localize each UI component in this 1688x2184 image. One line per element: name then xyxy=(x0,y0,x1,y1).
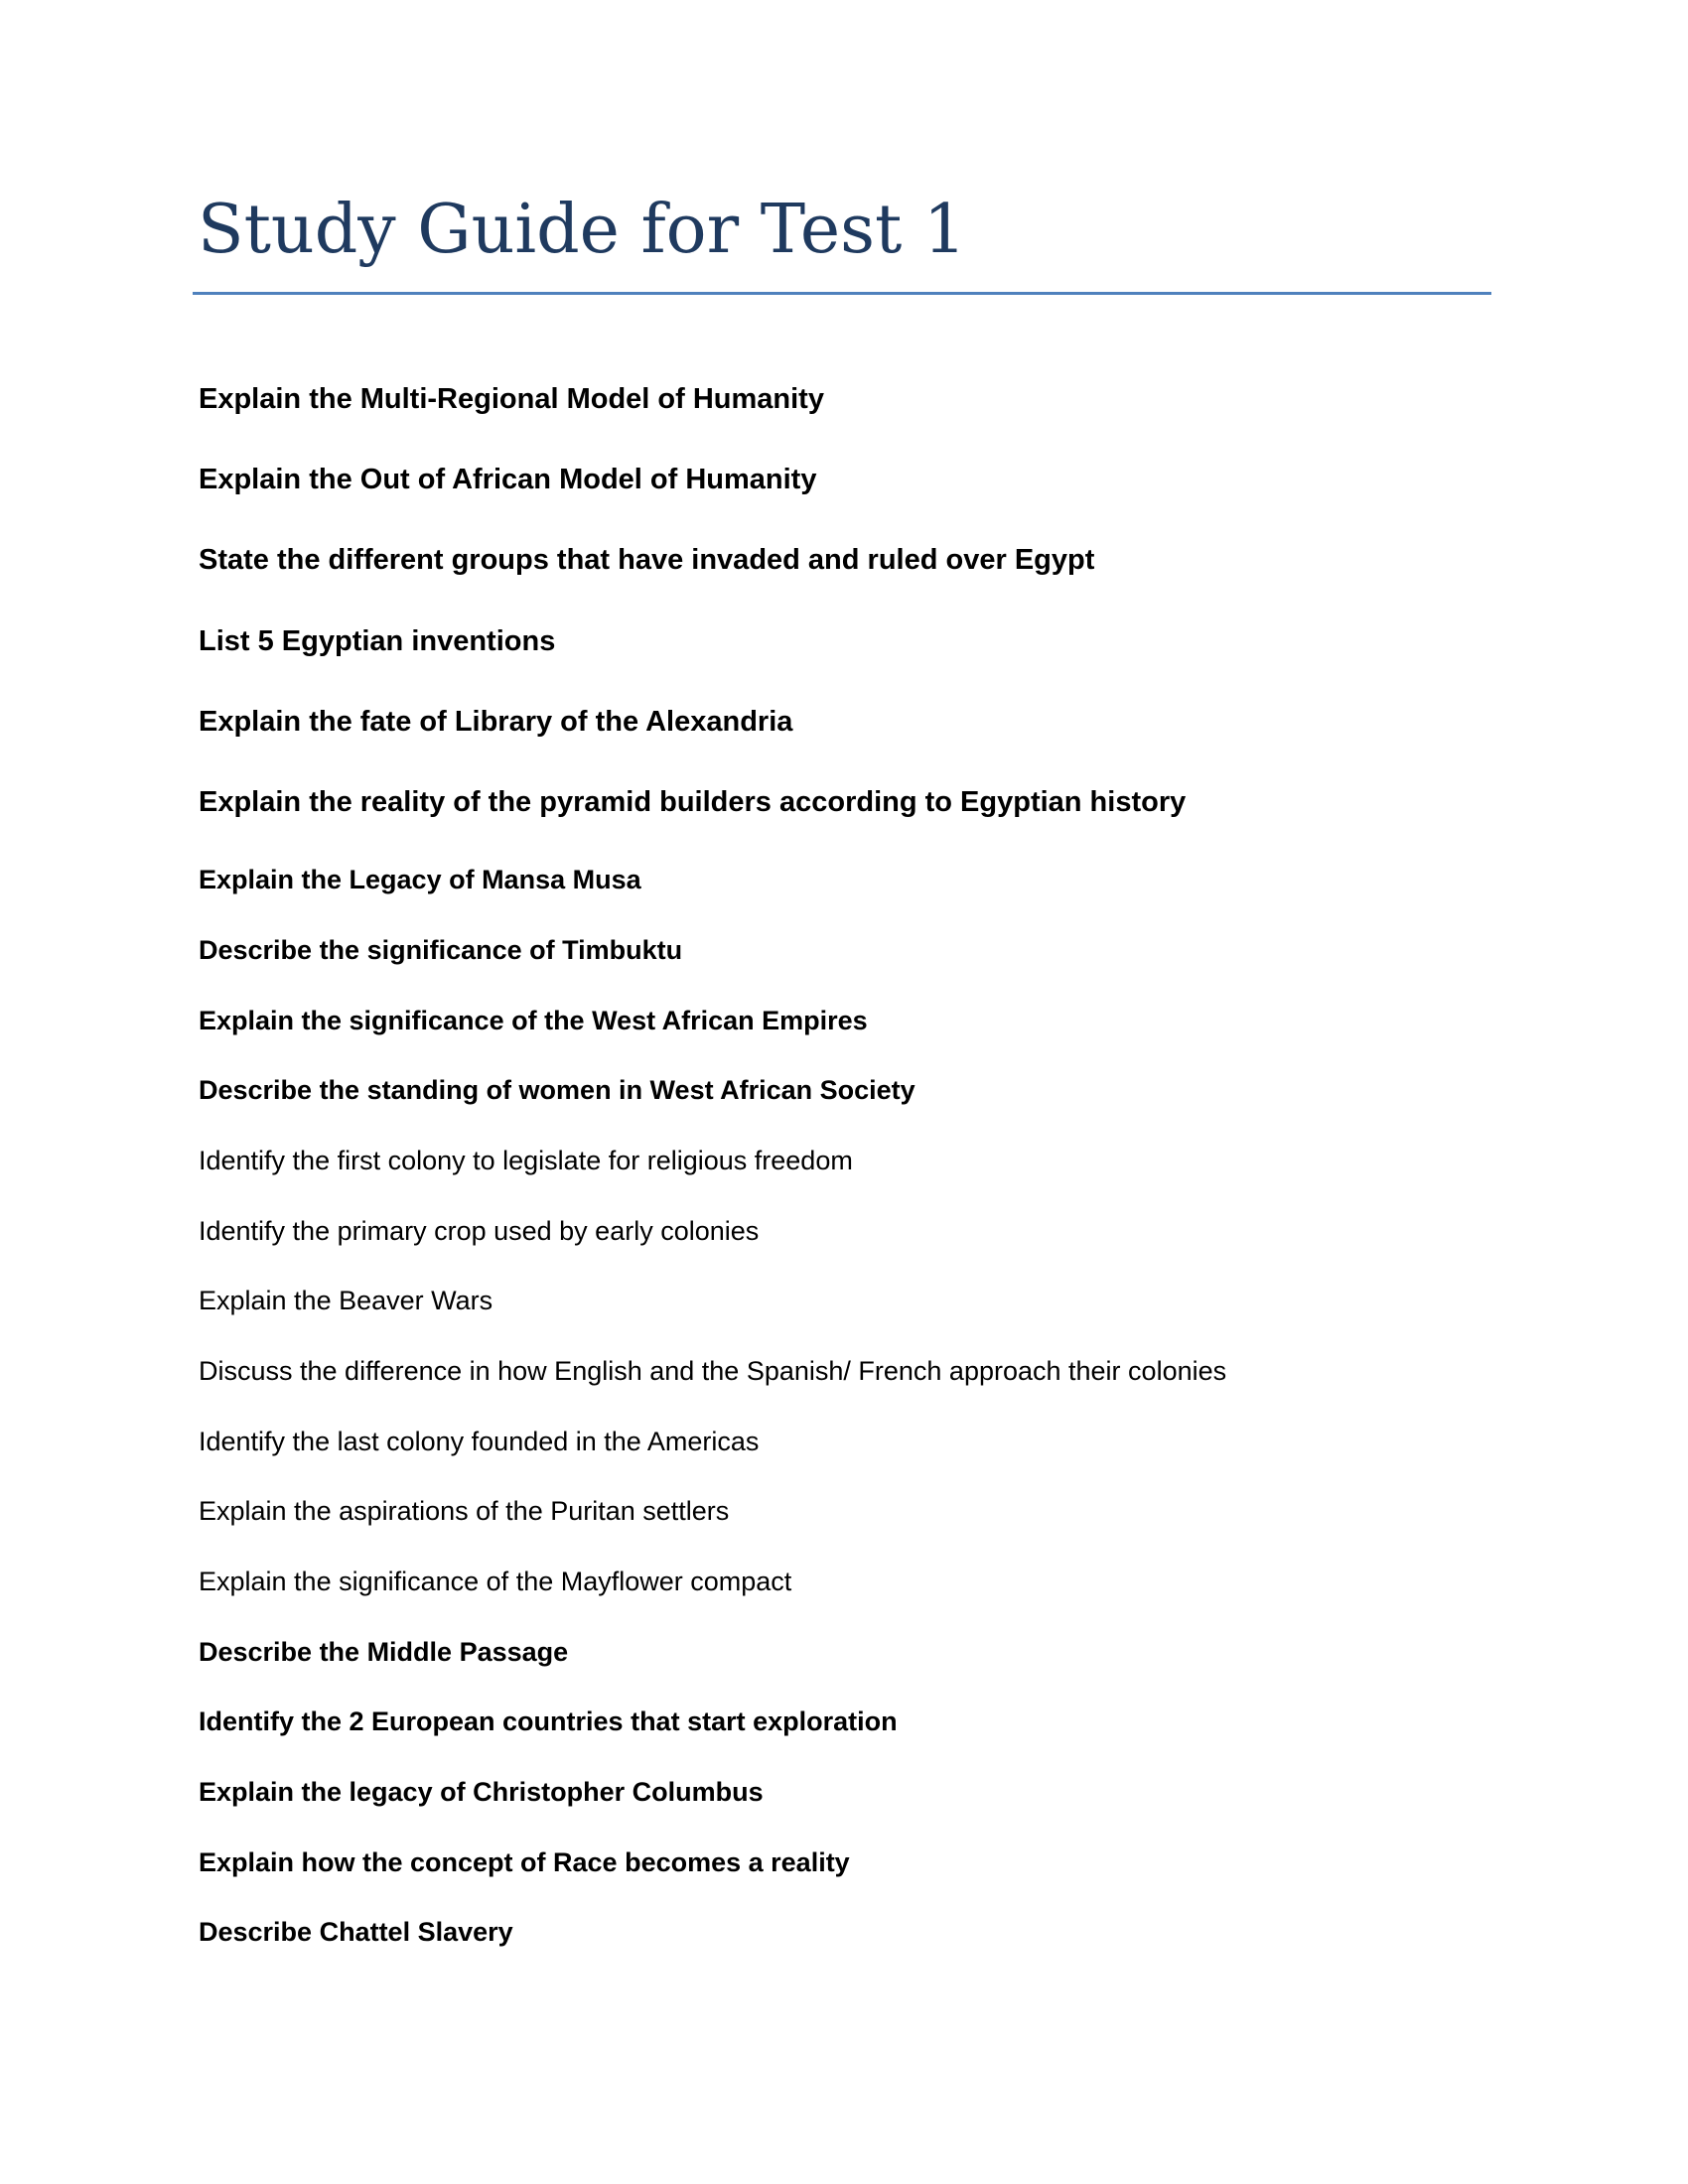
study-item: Discuss the difference in how English and the Spanish/ French approach their colonies xyxy=(199,1356,1227,1386)
study-item: Explain the significance of the West African Empires xyxy=(199,1006,868,1035)
study-item: Describe the standing of women in West African Society xyxy=(199,1075,915,1105)
study-item: Explain the Multi-Regional Model of Humanity xyxy=(199,383,824,415)
study-item: Identify the 2 European countries that start exploration xyxy=(199,1706,898,1736)
study-item: Explain the Beaver Wars xyxy=(199,1286,493,1315)
title-underline xyxy=(193,292,1491,295)
study-item: Explain the Out of African Model of Humanity xyxy=(199,464,817,495)
study-item: List 5 Egyptian inventions xyxy=(199,625,556,657)
study-item: Explain the Legacy of Mansa Musa xyxy=(199,865,641,894)
study-item: Identify the primary crop used by early colonies xyxy=(199,1216,760,1246)
study-item: Describe Chattel Slavery xyxy=(199,1917,513,1947)
study-item: State the different groups that have invaded and ruled over Egypt xyxy=(199,544,1095,576)
study-item: Explain how the concept of Race becomes a reality xyxy=(199,1847,850,1877)
study-item: Explain the significance of the Mayflower compact xyxy=(199,1567,792,1596)
study-item: Describe the significance of Timbuktu xyxy=(199,935,683,965)
study-item: Describe the Middle Passage xyxy=(199,1637,569,1667)
study-item: Explain the legacy of Christopher Columbus xyxy=(199,1777,764,1807)
study-item: Identify the first colony to legislate for religious freedom xyxy=(199,1146,853,1175)
study-item: Explain the aspirations of the Puritan settlers xyxy=(199,1496,730,1526)
study-item: Explain the reality of the pyramid builders according to Egyptian history xyxy=(199,786,1187,818)
document-title: Study Guide for Test 1 xyxy=(198,191,967,269)
study-item: Identify the last colony founded in the Americas xyxy=(199,1427,760,1456)
study-item: Explain the fate of Library of the Alexandria xyxy=(199,706,793,738)
